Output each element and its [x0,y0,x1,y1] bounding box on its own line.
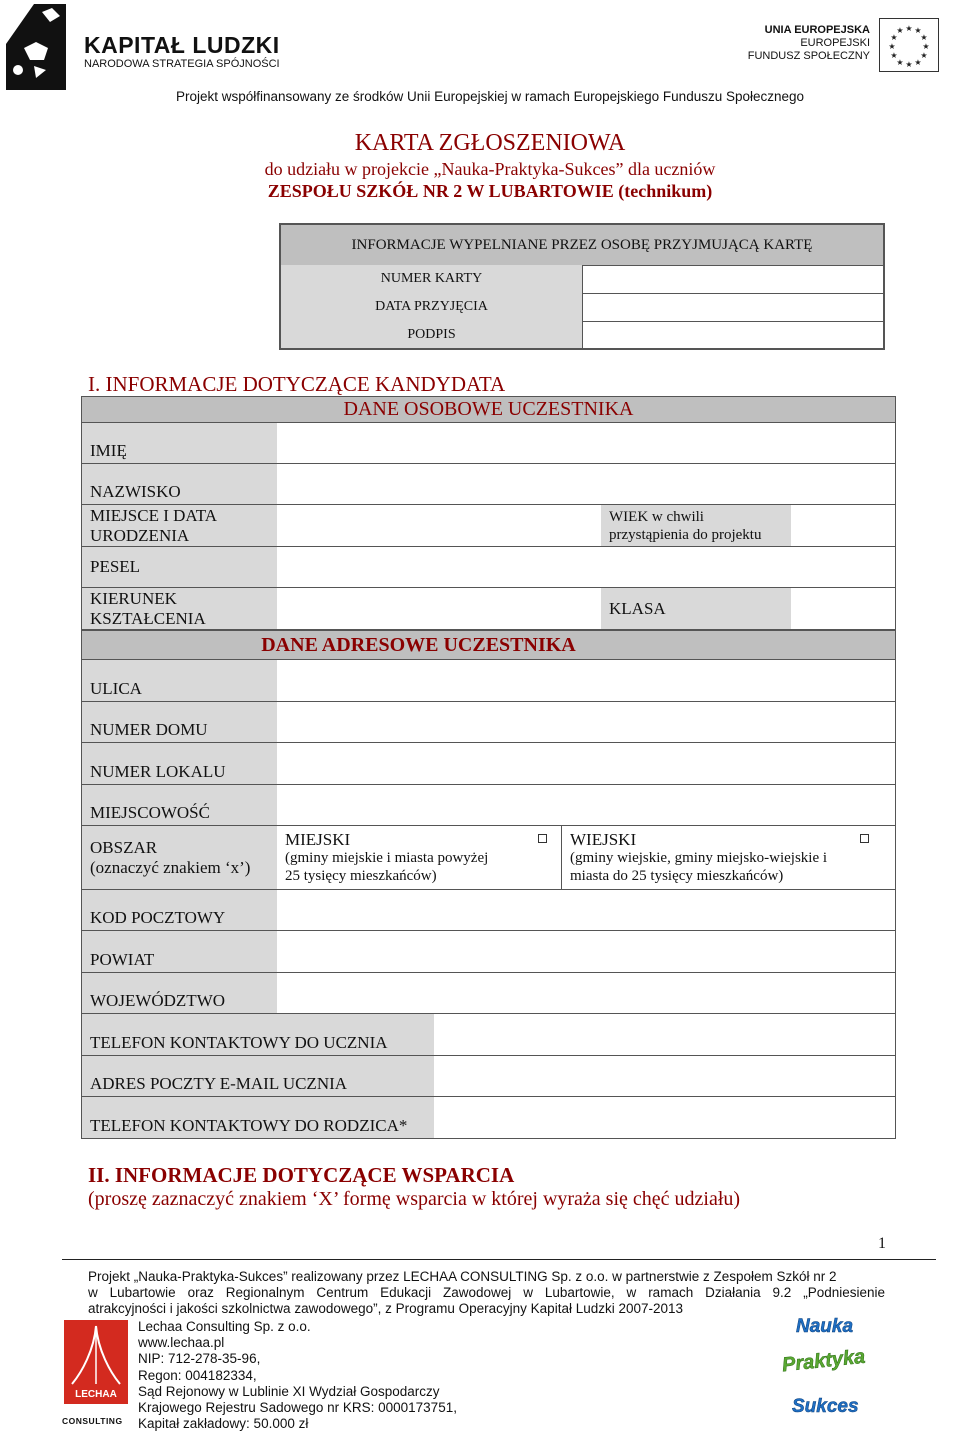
miejski-title: MIEJSKI [285,830,351,849]
label-telefon-rodzic [82,1097,434,1138]
footer-company [138,1319,457,1432]
label-text: MIEJSCOWOŚĆ [90,803,210,822]
lechaa-logo [62,1320,132,1428]
row-wojewodztwo[interactable] [81,973,896,1014]
label-text: MIEJSCE I DATA [90,505,218,525]
label-imie [82,423,277,463]
company-line: Regon: 004182334, [138,1367,257,1383]
label-wiek [601,505,791,546]
intake-field-data-przyjecia[interactable] [582,293,883,322]
row-miejsce-data-urodzenia[interactable] [81,505,896,547]
field-kierunek[interactable] [277,588,601,629]
row-kierunek-klasa[interactable] [81,588,896,630]
row-numer-domu[interactable] [81,702,896,743]
footer-project-text [88,1269,885,1317]
label-text: KSZTAŁCENIA [90,608,206,628]
intake-label: PODPIS [407,326,456,342]
label-text: WOJEWÓDZTWO [90,991,226,1010]
intake-header-text: INFORMACJE WYPELNIANE PRZEZ OSOBĘ PRZYJMUJĄCĄ KARTĘ [351,236,813,253]
wiejski-desc-1: (gminy wiejskie, gminy miejsko-wiejskie i [570,850,828,866]
footer-line3: atrakcyjności i jakości szkolnictwa zawodowego”, z Programu Operacyjny Kapitał Ludzki 2007-2013 [88,1301,684,1316]
row-obszar [81,826,896,890]
address-data-header-text: DANE ADRESOWE UCZESTNIKA [261,633,576,656]
label-klasa [601,588,791,629]
label-text: PESEL [90,557,141,576]
footer-line2: w Lubartowie oraz Regionalnym Centrum Edukacji Zawodowej w Lubartowie, w ramach Działania 9.2 „Podniesienie [88,1285,885,1300]
kl-title: KAPITAŁ LUDZKI [84,32,280,58]
kapital-ludzki-logo [6,4,286,90]
row-telefon-uczen[interactable] [81,1014,896,1056]
wiejski-title: WIEJSKI [570,830,637,849]
intake-row-numer-karty [281,265,582,294]
personal-data-header-text: DANE OSOBOWE UCZESTNIKA [343,398,634,420]
footer-rule [62,1259,936,1260]
company-line: NIP: 712-278-35-96, [138,1351,261,1367]
personal-data-header [81,396,896,423]
field-klasa[interactable] [791,588,895,629]
wiejski-desc-2: miasta do 25 tysięcy mieszkańców) [570,868,784,884]
option-wiejski[interactable] [562,826,895,889]
eu-flag-icon [879,18,939,72]
label-text: NAZWISKO [90,482,181,501]
label-powiat [82,931,277,972]
company-line: Krajowego Rejestru Sadowego nr KRS: 0000173751, [138,1400,457,1416]
label-text: TELEFON KONTAKTOWY DO RODZICA* [90,1115,408,1135]
label-email [82,1056,434,1096]
field-miejsce-data-urodzenia[interactable] [277,505,601,546]
svg-text:★: ★ [890,51,898,60]
label-wojewodztwo [82,973,277,1013]
row-powiat[interactable] [81,931,896,973]
eu-line3: FUNDUSZ SPOŁECZNY [747,50,870,62]
label-nazwisko [82,464,277,504]
intake-field-numer-karty[interactable] [582,265,883,294]
label-text: NUMER LOKALU [90,761,226,781]
label-text: IMIĘ [90,441,127,460]
page-number: 1 [878,1235,886,1252]
svg-text:★: ★ [905,60,913,69]
form-title-line2: do udziału w projekcie „Nauka-Praktyka-Sukces” dla uczniów [264,159,716,179]
nps-logo [780,1316,882,1424]
label-pesel [82,547,277,587]
label-text: KIERUNEK [90,588,177,608]
nps-sukces: Sukces [792,1396,859,1417]
row-miejscowosc[interactable] [81,785,896,826]
row-kod-pocztowy[interactable] [81,890,896,931]
label-text: URODZENIA [90,525,190,545]
svg-text:★: ★ [896,58,904,67]
lechaa-logo-mark-icon [64,1320,128,1404]
form-title-line3: ZESPOŁU SZKÓŁ NR 2 W LUBARTOWIE (technikum) [267,181,713,201]
label-text [609,508,704,526]
label-text: ULICA [90,678,142,698]
section2-subheading: (proszę zaznaczyć znakiem ‘X’ formę wsparcia w której wyraża się chęć udziału) [88,1188,741,1210]
label-text: NUMER DOMU [90,720,208,739]
label-text: KOD POCZTOWY [90,908,226,927]
label-numer-domu [82,702,277,742]
svg-text:★: ★ [896,26,904,35]
section2-heading: II. INFORMACJE DOTYCZĄCE WSPARCIA [88,1163,515,1187]
label-text: OBSZAR [90,837,158,857]
label-ulica [82,660,277,701]
label-text: TELEFON KONTAKTOWY DO UCZNIA [90,1032,388,1052]
intake-field-podpis[interactable] [582,321,883,348]
label-miejscowosc [82,785,277,825]
label-obszar [82,826,277,889]
row-nazwisko[interactable] [81,464,896,505]
lechaa-logo-text: LECHAA [75,1389,117,1400]
section1-heading: I. INFORMACJE DOTYCZĄCE KANDYDATA [88,372,506,396]
intake-label: DATA PRZYJĘCIA [375,299,488,314]
svg-text:★: ★ [888,42,896,51]
miejski-desc-1: (gminy miejskie i miasta powyżej [285,850,489,866]
intake-label: NUMER KARTY [380,271,483,286]
address-data-header [81,630,896,660]
cofinance-note: Projekt współfinansowany ze środków Unii Europejskiej w ramach Europejskiego Funduszu Społecznego [175,89,805,104]
eu-line2: EUROPEJSKI [800,37,870,49]
company-line: Sąd Rejonowy w Lublinie XI Wydział Gospodarczy [138,1383,440,1399]
label-text: przystąpienia do projektu [609,526,762,543]
company-line: Lechaa Consulting Sp. z o.o. [138,1319,311,1334]
form-title-main: KARTA ZGŁOSZENIOWA [354,130,626,156]
row-email[interactable] [81,1056,896,1097]
label-text: ADRES POCZTY E-MAIL UCZNIA [90,1074,348,1093]
row-pesel[interactable] [81,547,896,588]
intake-table [279,223,885,350]
svg-text:★: ★ [890,33,898,42]
label-kierunek [82,588,277,629]
wiek-text: WIEK w chwili [609,508,704,525]
row-telefon-rodzic[interactable] [81,1097,896,1139]
eu-line1: UNIA EUROPEJSKA [764,24,870,36]
kapital-ludzki-emblem-icon [6,4,68,90]
label-kod-pocztowy [82,890,277,930]
company-website-link[interactable]: www.lechaa.pl [138,1335,225,1351]
intake-row-data-przyjecia [281,293,582,322]
label-text: KLASA [609,598,666,618]
kl-subtitle: NARODOWA STRATEGIA SPÓJNOŚCI [84,58,280,70]
nps-nauka: Nauka [796,1316,854,1337]
intake-header [281,225,883,266]
eu-text [730,24,870,63]
label-text: POWIAT [90,949,155,969]
intake-row-podpis [281,321,582,348]
svg-text:★: ★ [905,24,913,33]
nps-praktyka: Praktyka [781,1345,867,1377]
svg-text:★: ★ [922,42,930,51]
company-line: Kapitał zakładowy: 50.000 zł [138,1416,309,1432]
svg-text:★: ★ [914,58,922,67]
miejski-checkbox[interactable] [538,834,547,843]
label-numer-lokalu [82,743,277,784]
svg-text:★: ★ [914,26,922,35]
label-miejsce-data-urodzenia [82,505,277,546]
wiejski-checkbox[interactable] [860,834,869,843]
label-telefon-uczen [82,1014,434,1055]
row-ulica[interactable] [81,660,896,702]
lechaa-logo-sub: CONSULTING [62,1416,123,1426]
row-imie[interactable] [81,423,896,464]
option-miejski[interactable] [277,826,562,889]
field-wiek[interactable] [791,505,895,546]
row-numer-lokalu[interactable] [81,743,896,785]
footer-line1: Projekt „Nauka-Praktyka-Sukces” realizowany przez LECHAA CONSULTING Sp. z o.o. w partnerstwie z Zespołem Szkół nr 2 [88,1269,837,1284]
form-title [0,128,960,202]
svg-text:★: ★ [920,51,928,60]
label-text: (oznaczyć znakiem ‘x’) [90,857,251,877]
miejski-desc-2: 25 tysięcy mieszkańców) [285,868,437,884]
svg-text:★: ★ [920,33,928,42]
